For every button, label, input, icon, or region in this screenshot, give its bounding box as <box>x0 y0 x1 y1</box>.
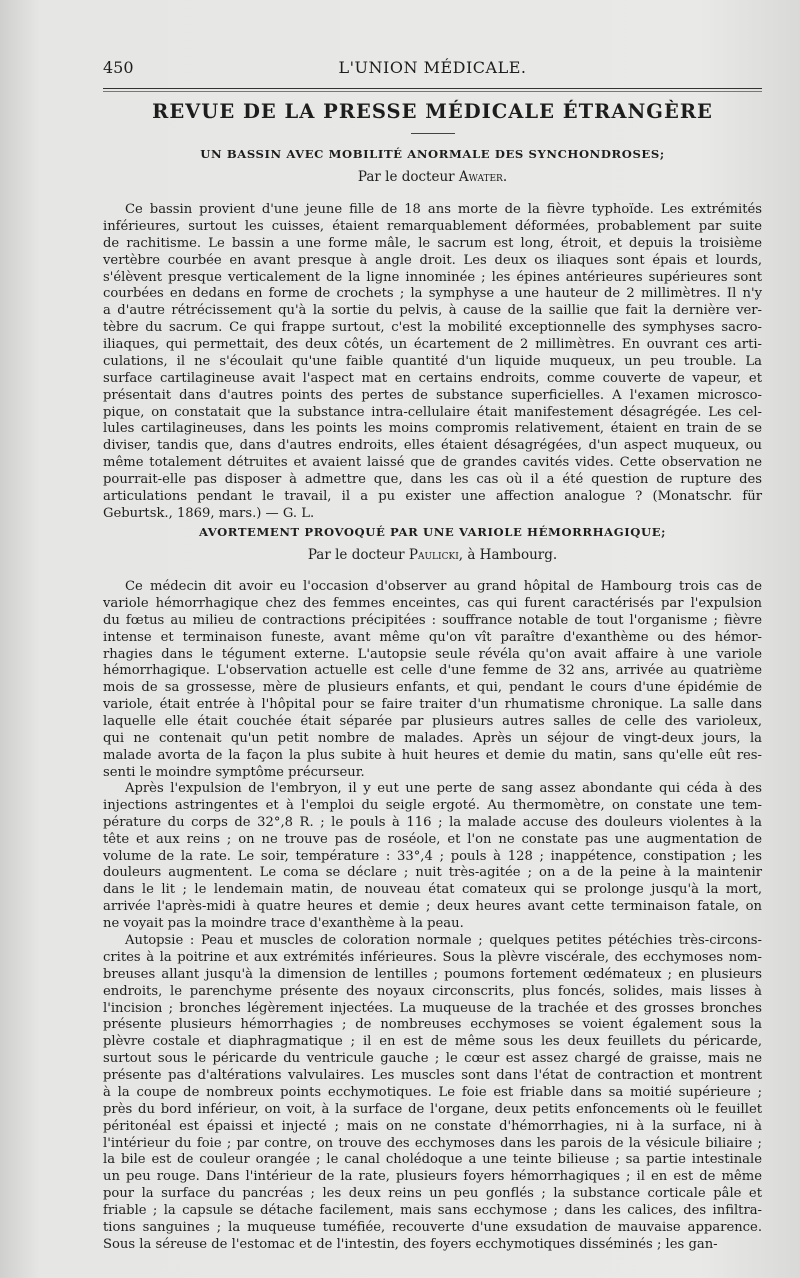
text-line: articulations pendant le travail, il a pu exister une affection analogue ? (Monatschr. für <box>103 488 762 504</box>
title-divider <box>411 133 455 134</box>
text-line: Geburtsk., 1869, mars.) — G. L. <box>103 505 315 521</box>
text-line: breuses allant jusqu'à la dimension de lentilles ; poumons fortement œdémateux ; en plusieurs <box>103 966 762 982</box>
text-line: endroits, le parenchyme présente des noyaux circonscrits, plus foncés, solides, mais lisses à <box>103 983 762 999</box>
text-line: volume de la rate. Le soir, température : 33°,4 ; pouls à 128 ; inappétence, constipation ; les <box>103 848 762 864</box>
text-line: ne voyait pas la moindre trace d'exanthème à la peau. <box>103 916 464 931</box>
text-line: s'élèvent presque verticalement de la ligne innominée ; les épines antérieures supérieures sont <box>103 269 762 285</box>
text-line: Après l'expulsion de l'embryon, il y eut une perte de sang assez abondante qui céda à des <box>125 781 762 796</box>
article2-paragraph-2 <box>103 781 762 933</box>
text-line: pourrait-elle pas disposer à admettre que, dans les cas où il a été question de rupture des <box>103 472 762 487</box>
text-line: pour la surface du pancréas ; les deux reins un peu gonflés ; la substance corticale pâle et <box>103 1186 762 1202</box>
text-line: variole, était entrée à l'hôpital pour se faire traiter d'un rhumatisme chronique. La salle dans <box>103 697 762 713</box>
article1-body <box>103 202 762 523</box>
text-line: pique, on constatait que la substance intra-cellulaire était manifestement désagrégée. Les cel- <box>103 404 762 420</box>
text-line: à la coupe de nombreux points ecchymotiques. Le foie est friable dans sa moitié supérieure ; <box>103 1084 762 1100</box>
page-number: 450 <box>103 58 134 77</box>
text-line: tèbre du sacrum. Ce qui frappe surtout, c'est la mobilité exceptionnelle des symphyses sacro- <box>103 320 762 336</box>
article1-title: UN BASSIN AVEC MOBILITÉ ANORMALE DES SYNCHONDROSES; <box>200 147 665 161</box>
text-line: tions sanguines ; la muqueuse tuméfiée, recouverte d'une exsudation de mauvaise apparence. <box>103 1219 762 1235</box>
text-line: diviser, tandis que, dans d'autres endroits, elles étaient désagrégées, d'un aspect muqueux, ou <box>103 438 762 454</box>
article1-byline <box>103 169 762 185</box>
article2-byline-suffix: à Hambourg. <box>467 547 558 563</box>
text-line: a d'autre rétrécissement qu'à la sortie du pelvis, à cause de la saillie que fait la dernière ver- <box>103 303 762 319</box>
text-line: crites à la poitrine et aux extrémités inférieures. Sous la plèvre viscérale, des ecchymoses nom- <box>103 949 762 965</box>
section-title: REVUE DE LA PRESSE MÉDICALE ÉTRANGÈRE <box>152 100 713 123</box>
article2-title: AVORTEMENT PROVOQUÉ PAR UNE VARIOLE HÉMORRHAGIQUE; <box>198 525 667 539</box>
article2-byline <box>103 547 762 563</box>
text-line: intense et terminaison funeste, avant même qu'on vît paraître d'exanthème ou des hémor- <box>103 629 762 645</box>
header-rule <box>103 88 762 89</box>
text-line: inférieures, surtout les cuisses, étaient remarquablement déformées, probablement par suite <box>103 218 762 234</box>
text-line: péritonéal est épaissi et injecté ; mais on ne constate d'hémorrhagies, ni à la surface, ni à <box>103 1118 762 1134</box>
text-line: friable ; la capsule se détache facilement, mais sans ecchymose ; dans les calices, des infiltra- <box>103 1203 762 1218</box>
text-line: surface cartilagineuse avait l'aspect mat en certains endroits, comme couverte de vapeur, et <box>103 370 762 386</box>
text-line: présentait dans d'autres points des pertes de substance superficielles. A l'examen microsco- <box>103 387 762 403</box>
text-line: près du bord inférieur, on voit, à la surface de l'organe, deux petits enfoncements où le feuillet <box>103 1101 762 1117</box>
text-line: Sous la séreuse de l'estomac et de l'intestin, des foyers ecchymotiques disséminés ; les gan- <box>103 1236 718 1252</box>
text-line: pérature du corps de 32°,8 R. ; le pouls à 116 ; la malade accuse des douleurs violentes à la <box>103 814 762 830</box>
article2-byline-prefix: Par le docteur <box>307 547 405 563</box>
text-line: Ce bassin provient d'une jeune fille de 18 ans morte de la fièvre typhoïde. Les extrémités <box>125 202 762 217</box>
text-line: de rachitisme. Le bassin a une forme mâle, le sacrum est long, étroit, et depuis la troisième <box>103 235 762 251</box>
text-line: même totalement détruites et avaient laissé que de grandes cavités vides. Cette observation ne <box>103 455 762 471</box>
text-line: laquelle elle était couchée était séparée par plusieurs autres salles de celle des varioleux, <box>103 714 762 729</box>
text-line: présente plusieurs hémorrhagies ; de nombreuses ecchymoses se voient également sous la <box>103 1017 762 1033</box>
text-line: qui ne contenait qu'un petit nombre de malades. Après un séjour de vingt-deux jours, la <box>103 730 762 746</box>
running-header <box>103 58 762 82</box>
text-line: courbées en dedans en forme de crochets ; la symphyse a une hauteur de 2 millimètres. Il n'y <box>103 286 762 302</box>
text-line: l'incision ; bronches légèrement injectées. La muqueuse de la trachée et des grosses bronches <box>103 1000 762 1016</box>
text-line: injections astringentes et à l'emploi du seigle ergoté. Au thermomètre, on constate une tem- <box>103 797 762 813</box>
article2-paragraph-3 <box>103 933 762 1254</box>
text-line: tête et aux reins ; on ne trouve pas de roséole, et l'on ne constate pas une augmentation de <box>103 831 762 847</box>
journal-title: L'UNION MÉDICALE. <box>338 58 527 77</box>
text-line: iliaques, qui permettait, des deux côtés, un écartement de 2 millimètres. En ouvrant ces arti- <box>103 337 762 352</box>
text-line: l'intérieur du foie ; par contre, on trouve des ecchymoses dans les parois de la vésicule biliaire ; <box>103 1135 762 1151</box>
text-line: arrivée l'après-midi à quatre heures et demie ; deux heures avant cette terminaison fatale, on <box>103 899 762 915</box>
text-line: malade avorta de la façon la plus subite à huit heures et demie du matin, sans qu'elle eût res- <box>103 747 762 763</box>
text-line: variole hémorrhagique chez des femmes enceintes, cas qui furent caractérisés par l'expulsion <box>103 595 762 611</box>
text-line: rhagies dans le tégument externe. L'autopsie seule révéla qu'on avait affaire à une variole <box>103 646 762 662</box>
text-line: un peu rouge. Dans l'intérieur de la rate, plusieurs foyers hémorrhagiques ; il en est de même <box>103 1169 762 1185</box>
text-line: présente pas d'altérations valvulaires. Les muscles sont dans l'état de contraction et montrent <box>103 1068 762 1083</box>
text-line: lules cartilagineuses, dans les points les moins compromis relativement, étaient en train de se <box>103 421 762 437</box>
text-line: senti le moindre symptôme précurseur. <box>103 764 365 780</box>
header-rule-thin <box>103 91 762 92</box>
article1-author: Awater. <box>458 169 508 185</box>
text-line: culations, il ne s'écoulait qu'une faible quantité d'un liquide muqueux, un peu trouble. La <box>103 353 762 369</box>
text-line: Ce médecin dit avoir eu l'occasion d'observer au grand hôpital de Hambourg trois cas de <box>125 579 762 594</box>
text-line: vertèbre courbée en avant presque à angle droit. Les deux os iliaques sont épais et lourds, <box>103 252 762 268</box>
text-line: Autopsie : Peau et muscles de coloration normale ; quelques petites pétéchies très-circons- <box>125 933 762 948</box>
text-line: du fœtus au milieu de contractions précipitées : souffrance notable de tout l'organisme ; fièvre <box>103 612 762 628</box>
text-line: douleurs augmentent. Le coma se déclare ; nuit très-agitée ; on a de la peine à la maintenir <box>103 865 762 881</box>
text-line: hémorrhagique. L'observation actuelle est celle d'une femme de 32 ans, arrivée au quatrième <box>103 663 762 679</box>
text-line: la bile est de couleur orangée ; le canal cholédoque a une teinte bilieuse ; sa partie intestinale <box>103 1152 762 1168</box>
article1-byline-prefix: Par le docteur <box>357 169 455 185</box>
text-line: mois de sa grossesse, mère de plusieurs enfants, et qui, pendant le cours d'une épidémie de <box>103 680 762 696</box>
article2-author: Paulicki, <box>408 547 464 563</box>
text-line: surtout sous le péricarde du ventricule gauche ; le cœur est assez chargé de graisse, mais ne <box>103 1051 762 1067</box>
text-line: dans le lit ; le lendemain matin, de nouveau état comateux qui se prolonge jusqu'à la mort, <box>103 882 762 898</box>
article2-paragraph-1 <box>103 579 762 782</box>
text-line: plèvre costale et diaphragmatique ; il en est de même sous les deux feuillets du péricarde, <box>103 1034 762 1050</box>
